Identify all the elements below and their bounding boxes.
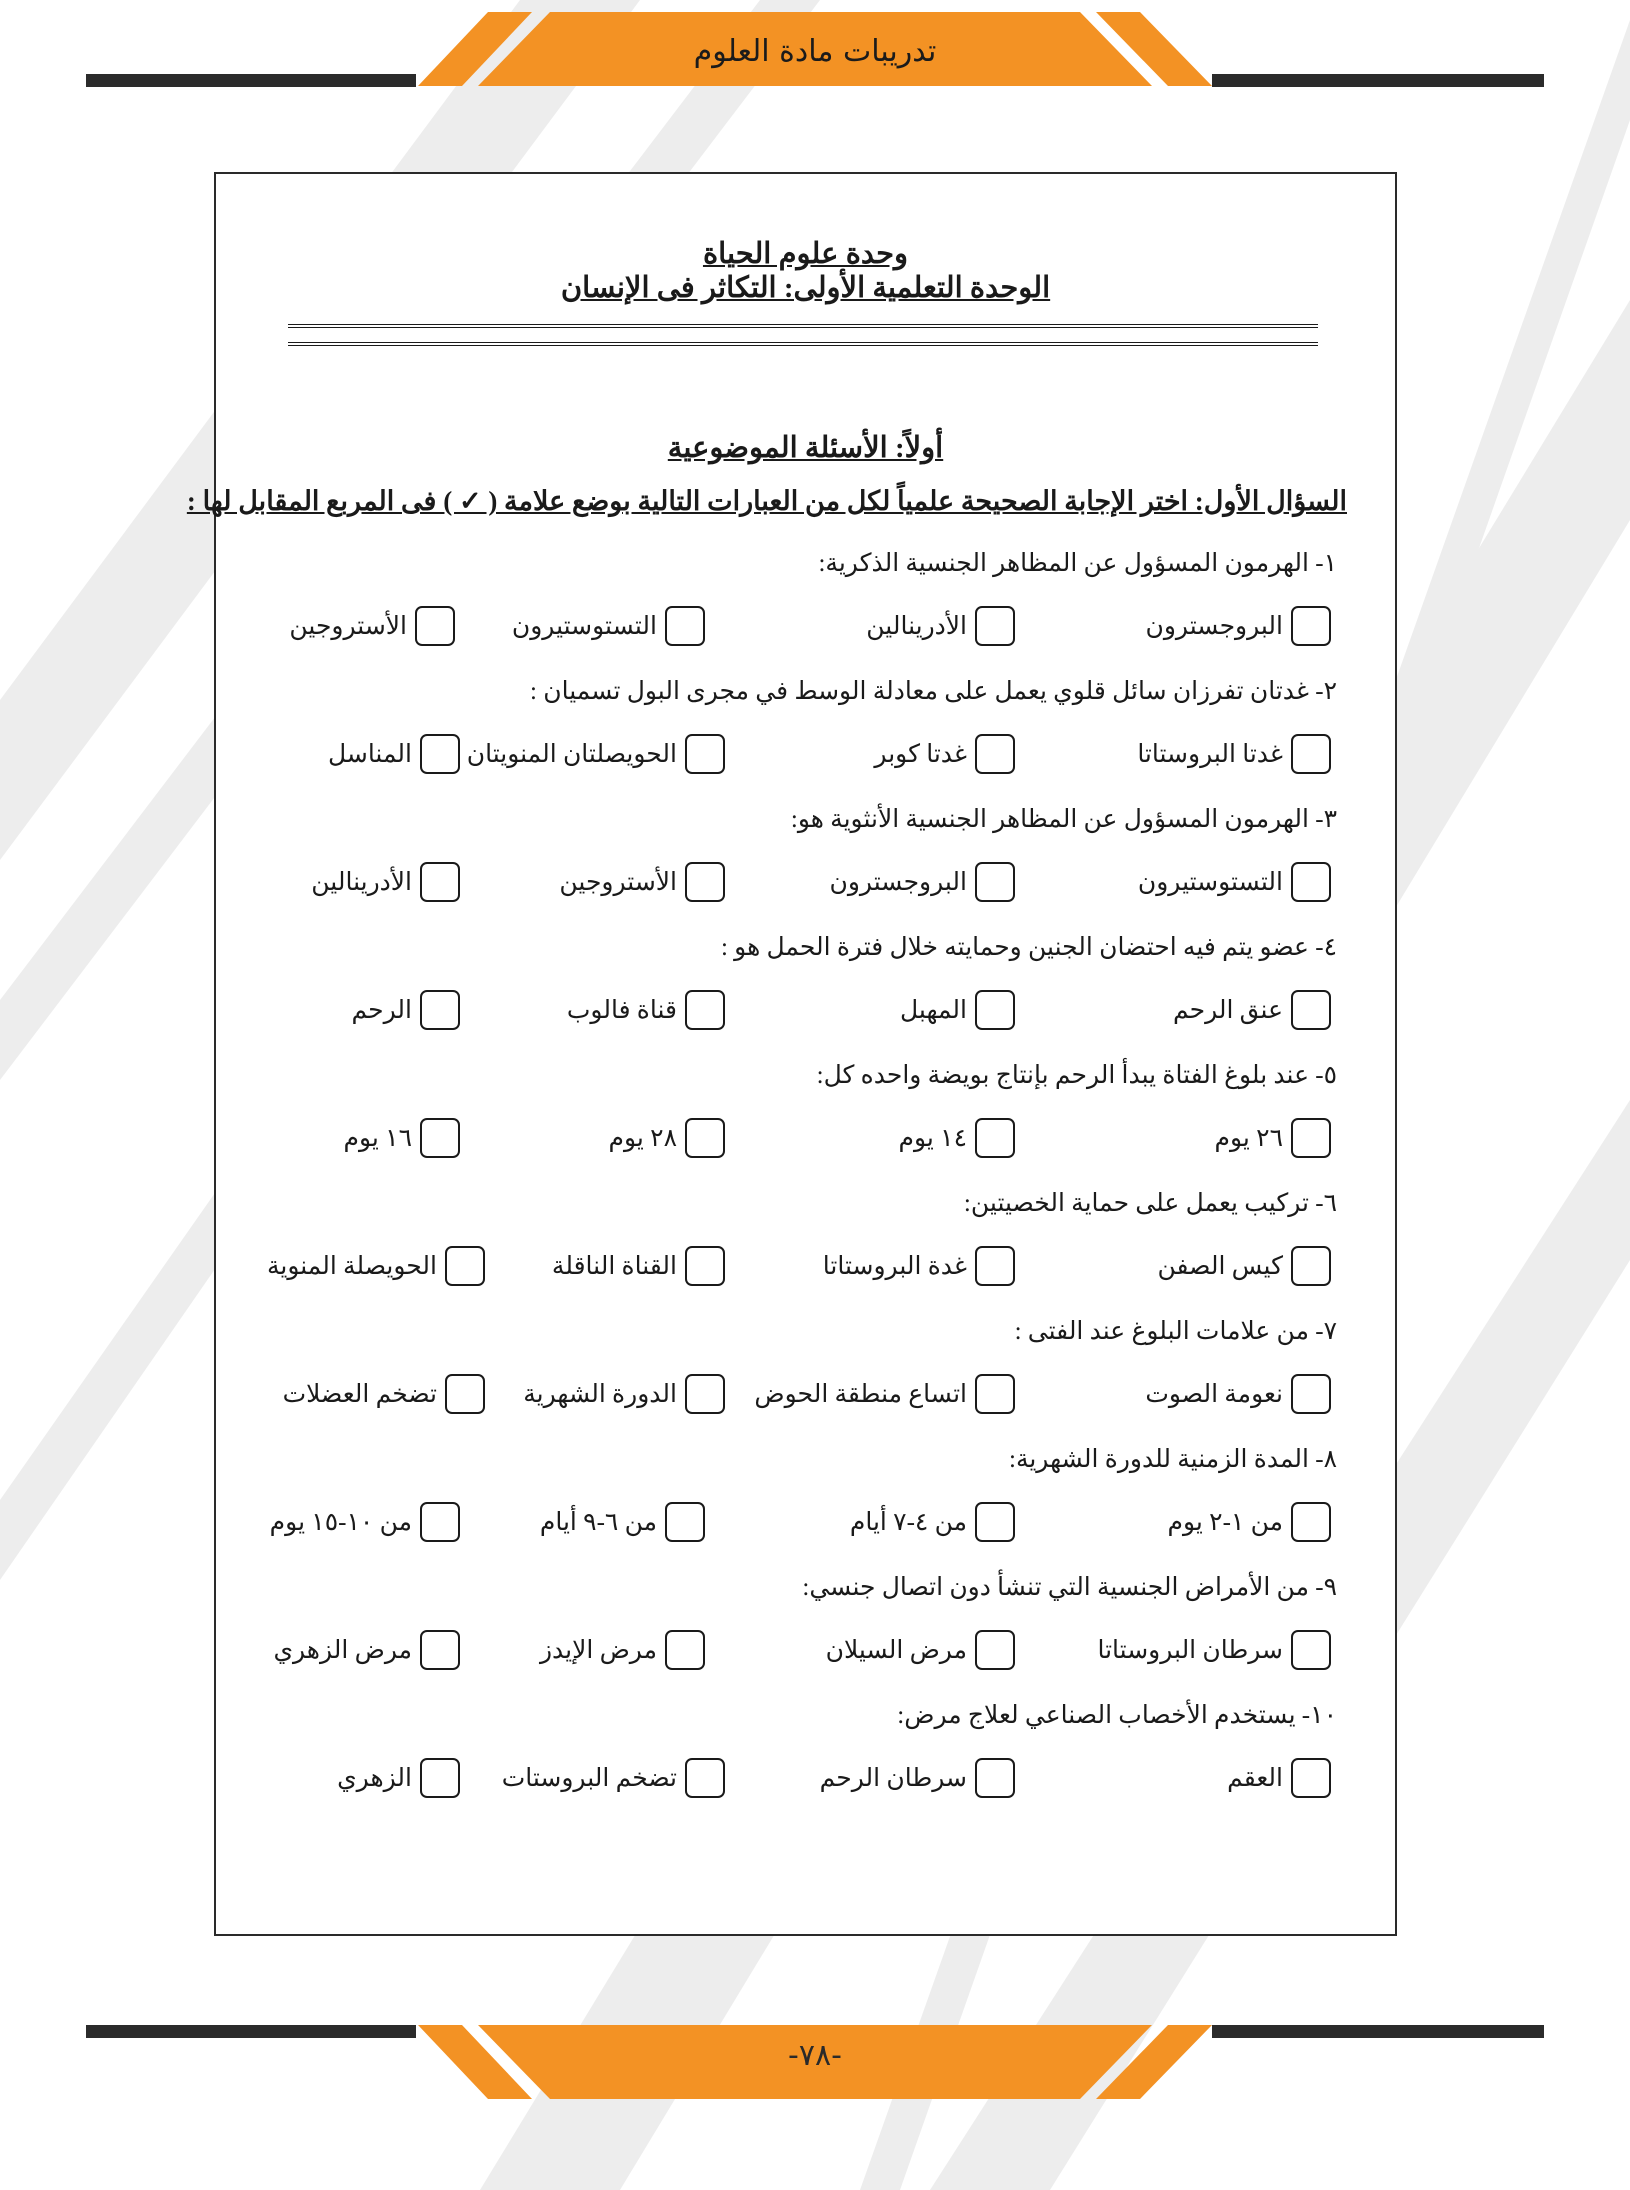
question-stem: ٩- من الأمراض الجنسية التي تنشأ دون اتصال جنسي: xyxy=(802,1574,1337,1601)
question-stem: ٨- المدة الزمنية للدورة الشهرية: xyxy=(1009,1446,1337,1473)
answer-option[interactable] xyxy=(267,1246,485,1286)
option-label: البروجسترون xyxy=(829,869,967,896)
option-label: الأستروجين xyxy=(289,613,407,640)
answer-option[interactable] xyxy=(1137,734,1331,774)
answer-option[interactable] xyxy=(540,1502,705,1542)
option-label: الأستروجين xyxy=(559,869,677,896)
checkbox[interactable] xyxy=(420,990,460,1030)
header-title: تدريبات مادة العلوم xyxy=(693,34,937,69)
answer-option[interactable] xyxy=(552,1246,725,1286)
option-label: ١٤ يوم xyxy=(898,1125,967,1152)
option-label: ١٦ يوم xyxy=(343,1125,412,1152)
answer-option[interactable] xyxy=(273,1630,460,1670)
option-label: مرض الإيدز xyxy=(539,1637,657,1664)
question-stem: ١- الهرمون المسؤول عن المظاهر الجنسية الذكرية: xyxy=(818,550,1337,577)
question-stem: ٦- تركيب يعمل على حماية الخصيتين: xyxy=(963,1190,1337,1217)
checkbox[interactable] xyxy=(975,1246,1015,1286)
question-stem: ٣- الهرمون المسؤول عن المظاهر الجنسية الأنثوية هو: xyxy=(790,806,1337,833)
checkbox[interactable] xyxy=(685,1374,725,1414)
checkbox[interactable] xyxy=(1291,734,1331,774)
checkbox[interactable] xyxy=(445,1246,485,1286)
question-stem: ٧- من علامات البلوغ عند الفتى : xyxy=(1014,1318,1337,1345)
option-label: غدة البروستاتا xyxy=(822,1253,967,1280)
checkbox[interactable] xyxy=(685,1118,725,1158)
checkbox[interactable] xyxy=(420,1758,460,1798)
checkbox[interactable] xyxy=(420,734,460,774)
unit-title: وحدة علوم الحياة xyxy=(702,238,909,270)
answer-option[interactable] xyxy=(337,1758,460,1798)
checkbox[interactable] xyxy=(665,1630,705,1670)
checkbox[interactable] xyxy=(975,1118,1015,1158)
option-label: سرطان البروستاتا xyxy=(1097,1637,1283,1664)
checkbox[interactable] xyxy=(975,606,1015,646)
option-label: من ٤-٧ أيام xyxy=(849,1509,967,1536)
answer-option[interactable] xyxy=(567,990,725,1030)
checkbox[interactable] xyxy=(1291,1758,1331,1798)
answer-option[interactable] xyxy=(328,734,460,774)
option-label: التستوستيرون xyxy=(511,613,657,640)
checkbox[interactable] xyxy=(975,990,1015,1030)
header-bar-left xyxy=(86,74,416,87)
footer-bar-right xyxy=(1212,2025,1544,2038)
checkbox[interactable] xyxy=(1291,606,1331,646)
checkbox[interactable] xyxy=(445,1374,485,1414)
answer-option[interactable] xyxy=(830,862,1016,902)
answer-option[interactable] xyxy=(1097,1630,1331,1670)
answer-option[interactable] xyxy=(311,862,460,902)
question-stem: ٤- عضو يتم فيه احتضان الجنين وحمايته خلال فترة الحمل هو : xyxy=(720,934,1337,961)
separator-line xyxy=(288,324,1318,346)
answer-option[interactable] xyxy=(289,606,455,646)
answer-option[interactable] xyxy=(823,1246,1015,1286)
checkbox[interactable] xyxy=(685,1758,725,1798)
checkbox[interactable] xyxy=(685,1246,725,1286)
answer-option[interactable] xyxy=(270,1502,460,1542)
answer-option[interactable] xyxy=(866,606,1015,646)
answer-option[interactable] xyxy=(900,990,1015,1030)
option-label: العقم xyxy=(1227,1765,1283,1792)
checkbox[interactable] xyxy=(665,606,705,646)
option-label: البروجسترون xyxy=(1145,613,1283,640)
option-label: القناة الناقلة xyxy=(551,1253,677,1280)
option-label: ٢٨ يوم xyxy=(608,1125,677,1152)
worksheet-frame xyxy=(186,172,1397,1936)
header-bar-right xyxy=(1212,74,1544,87)
answer-option[interactable] xyxy=(344,1118,460,1158)
checkbox[interactable] xyxy=(420,862,460,902)
option-label: سرطان الرحم xyxy=(819,1765,967,1792)
option-label: المهبل xyxy=(899,997,967,1024)
option-label: الأدرينالين xyxy=(866,613,967,640)
checkbox[interactable] xyxy=(420,1118,460,1158)
answer-option[interactable] xyxy=(1168,1502,1331,1542)
checkbox[interactable] xyxy=(685,862,725,902)
checkbox[interactable] xyxy=(1291,862,1331,902)
option-label: كيس الصفن xyxy=(1157,1253,1283,1280)
checkbox[interactable] xyxy=(975,734,1015,774)
page-number: -٧٨- xyxy=(788,2038,842,2073)
answer-option[interactable] xyxy=(1158,1246,1332,1286)
option-label: مرض الزهري xyxy=(273,1637,412,1664)
checkbox[interactable] xyxy=(685,990,725,1030)
checkbox[interactable] xyxy=(420,1630,460,1670)
option-label: من ٦-٩ أيام xyxy=(539,1509,657,1536)
answer-option[interactable] xyxy=(1145,1374,1331,1414)
option-label: ٢٦ يوم xyxy=(1214,1125,1283,1152)
answer-option[interactable] xyxy=(874,734,1015,774)
checkbox[interactable] xyxy=(975,1630,1015,1670)
answer-option[interactable] xyxy=(754,1374,1015,1414)
question-instruction: السؤال الأول: اختر الإجابة الصحيحة علمياً لكل من العبارات التالية بوضع علامة ( ✓ ) فى المربع المقابل لها : xyxy=(186,486,1347,516)
answer-option[interactable] xyxy=(899,1118,1015,1158)
checkbox[interactable] xyxy=(975,1374,1015,1414)
option-label: من ١٠-١٥ يوم xyxy=(269,1509,412,1536)
answer-option[interactable] xyxy=(540,1630,705,1670)
answer-option[interactable] xyxy=(850,1502,1015,1542)
checkbox[interactable] xyxy=(420,1502,460,1542)
option-label: تضخم العضلات xyxy=(282,1381,437,1408)
answer-option[interactable] xyxy=(283,1374,485,1414)
answer-option[interactable] xyxy=(467,734,725,774)
question-stem: ٢- غدتان تفرزان سائل قلوي يعمل على معادلة الوسط في مجرى البول تسميان : xyxy=(530,678,1337,705)
checkbox[interactable] xyxy=(1291,1630,1331,1670)
answer-option[interactable] xyxy=(1215,1118,1331,1158)
checkbox[interactable] xyxy=(665,1502,705,1542)
answer-option[interactable] xyxy=(352,990,460,1030)
checkbox[interactable] xyxy=(1291,1118,1331,1158)
option-label: الحويصلتان المنويتان xyxy=(466,741,677,768)
option-label: من ١-٢ يوم xyxy=(1167,1509,1283,1536)
option-label: قناة فالوب xyxy=(566,997,677,1024)
option-label: المناسل xyxy=(327,741,412,768)
option-label: تضخم البروستات xyxy=(501,1765,677,1792)
answer-option[interactable] xyxy=(609,1118,725,1158)
answer-option[interactable] xyxy=(559,862,725,902)
answer-option[interactable] xyxy=(1138,862,1331,902)
checkbox[interactable] xyxy=(975,1758,1015,1798)
checkbox[interactable] xyxy=(1291,990,1331,1030)
checkbox[interactable] xyxy=(415,606,455,646)
checkbox[interactable] xyxy=(1291,1374,1331,1414)
footer-bar-left xyxy=(86,2025,416,2038)
answer-option[interactable] xyxy=(1173,990,1331,1030)
option-label: التستوستيرون xyxy=(1137,869,1283,896)
answer-option[interactable] xyxy=(1146,606,1332,646)
checkbox[interactable] xyxy=(975,1502,1015,1542)
answer-option[interactable] xyxy=(523,1374,725,1414)
checkbox[interactable] xyxy=(685,734,725,774)
option-label: مرض السيلان xyxy=(825,1637,967,1664)
option-label: اتساع منطقة الحوض xyxy=(754,1381,967,1408)
answer-option[interactable] xyxy=(820,1758,1015,1798)
option-label: الأدرينالين xyxy=(311,869,412,896)
option-label: غدتا كوبر xyxy=(874,741,967,768)
option-label: نعومة الصوت xyxy=(1145,1381,1283,1408)
option-label: عنق الرحم xyxy=(1172,997,1283,1024)
lesson-title: الوحدة التعلمية الأولى: التكاثر فى الإنسان xyxy=(560,272,1051,304)
answer-option[interactable] xyxy=(512,606,705,646)
checkbox[interactable] xyxy=(1291,1246,1331,1286)
checkbox[interactable] xyxy=(975,862,1015,902)
answer-option[interactable] xyxy=(826,1630,1015,1670)
section-title: أولاً: الأسئلة الموضوعية xyxy=(667,432,944,464)
option-label: غدتا البروستاتا xyxy=(1137,741,1283,768)
checkbox[interactable] xyxy=(1291,1502,1331,1542)
answer-option[interactable] xyxy=(1227,1758,1331,1798)
option-label: الزهري xyxy=(337,1765,412,1792)
answer-option[interactable] xyxy=(502,1758,725,1798)
question-stem: ١٠- يستخدم الأخصاب الصناعي لعلاج مرض: xyxy=(897,1702,1337,1729)
option-label: الرحم xyxy=(351,997,412,1024)
question-stem: ٥- عند بلوغ الفتاة يبدأ الرحم بإنتاج بويضة واحده كل: xyxy=(816,1062,1337,1089)
option-label: الحويصلة المنوية xyxy=(266,1253,437,1280)
option-label: الدورة الشهرية xyxy=(523,1381,677,1408)
